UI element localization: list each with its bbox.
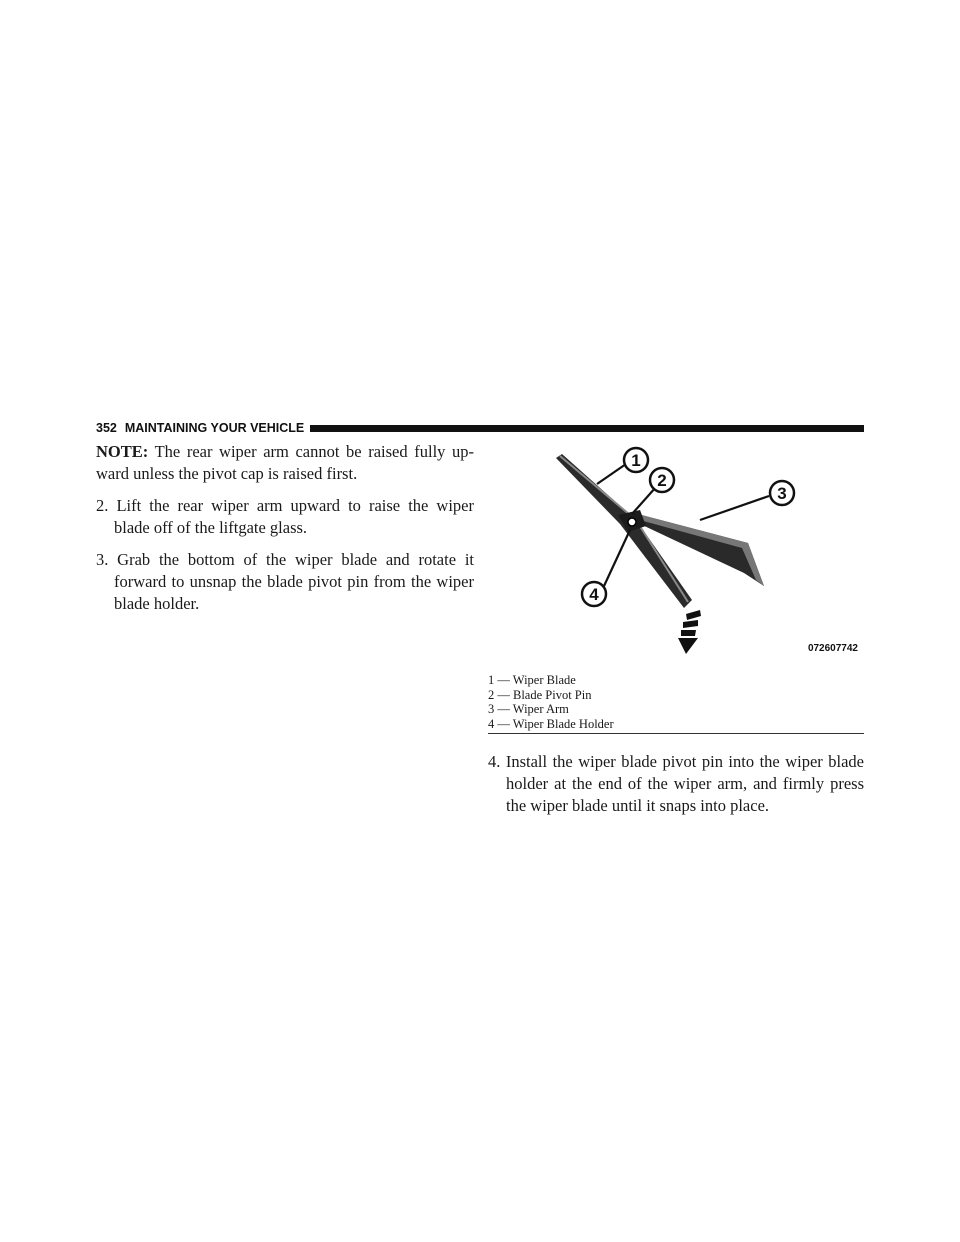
legend-item: 3 — Wiper Arm <box>488 702 569 716</box>
section-title: MAINTAINING YOUR VEHICLE <box>124 421 305 435</box>
leader-line-4 <box>604 530 630 586</box>
legend-item: 2 — Blade Pivot Pin <box>488 687 592 702</box>
step-4: 4. Install the wiper blade pivot pin into the wiper blade holder at the end of the wiper arm, and firmly press the wiper blade until it snaps into place. <box>488 752 864 815</box>
legend-item: 4 — Wiper Blade Holder <box>488 716 614 731</box>
page-number: 352 <box>96 421 117 435</box>
header-rule <box>310 425 864 432</box>
callout-3 <box>770 481 794 505</box>
right-column <box>488 751 864 817</box>
rotation-arrow-icon <box>678 610 701 654</box>
figure-code: 072607742 <box>807 643 858 654</box>
callout-1 <box>624 448 648 472</box>
page-header <box>96 420 864 436</box>
callout-1-label: 1 <box>631 451 641 470</box>
wiper-diagram <box>486 440 864 660</box>
leader-line-1 <box>597 464 626 484</box>
wiper-blade-diagram-icon <box>486 440 864 660</box>
leader-line-2 <box>632 487 656 514</box>
note-paragraph <box>96 441 474 485</box>
step-3: 3. Grab the bottom of the wiper blade and rotate it forward to unsnap the blade pivot pin from the wiper blade holder. <box>96 550 474 613</box>
note-label: NOTE: <box>96 442 149 461</box>
step-2: 2. Lift the rear wiper arm upward to raise the wiper blade off of the liftgate glass. <box>96 496 474 537</box>
callout-4-label: 4 <box>589 585 599 604</box>
leader-line-3 <box>700 496 769 520</box>
blade-pivot-pin-shape <box>628 518 636 526</box>
note-text: The rear wiper arm cannot be raised fully up-ward unless the pivot cap is raised first. <box>96 442 474 483</box>
callout-3-label: 3 <box>777 484 787 503</box>
callout-4 <box>582 582 606 606</box>
left-column <box>96 441 474 625</box>
figure-legend <box>488 673 864 734</box>
callout-2 <box>650 468 674 492</box>
callout-2-label: 2 <box>657 471 667 490</box>
legend-item: 1 — Wiper Blade <box>488 673 576 687</box>
